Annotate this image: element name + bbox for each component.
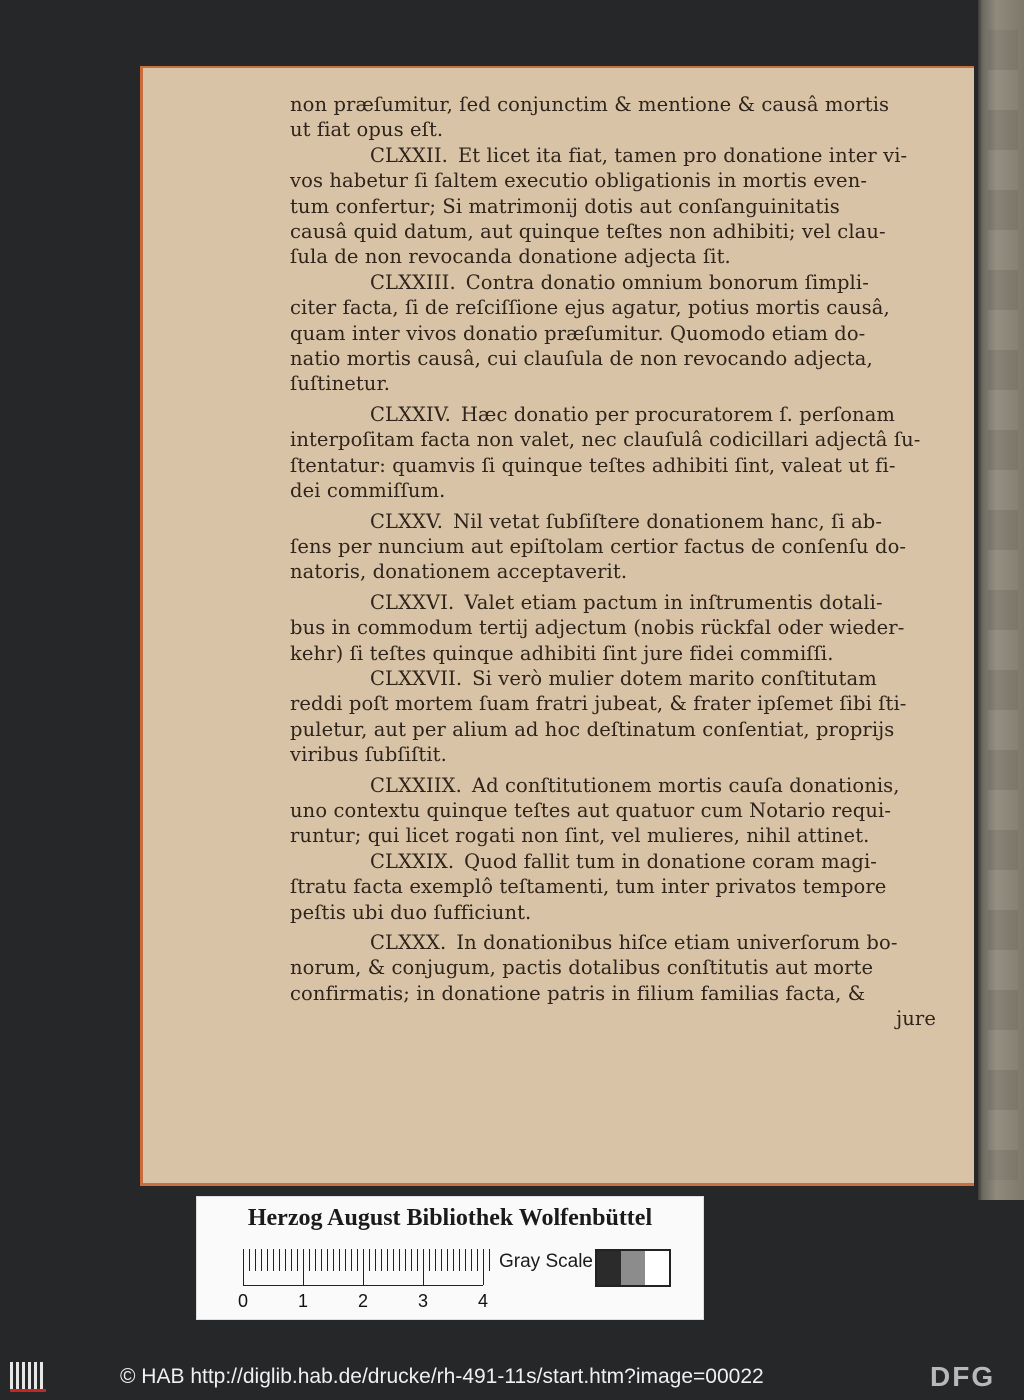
copyright-url: © HAB http://diglib.hab.de/drucke/rh-491-11s/start.htm?image=00022 [120,1365,764,1388]
ruler-ticks [243,1249,493,1285]
line-text: Valet etiam pactum in inſtrumentis dotali- [464,590,883,614]
line-text: In donationibus hiſce etiam univerſorum bo- [456,931,898,954]
line-text: natio mortis causâ, cui clauſula de non revocando adjecta, [290,347,873,371]
text-line [290,168,936,193]
text-line [290,874,936,899]
section-number: CLXXIII. [370,270,456,294]
footer-bar [0,1356,1024,1400]
text-line [290,900,936,925]
text-line [290,321,936,346]
line-text: kehr) ſi teſtes quinque adhibiti ſint jure fidei commiſſi. [290,641,834,665]
line-text: quam inter vivos donatio præſumitur. Quomodo etiam do- [290,321,866,345]
text-line [290,346,936,371]
ruler-number: 4 [478,1291,489,1311]
gray-swatch [645,1251,669,1285]
library-name: Herzog August Bibliothek Wolfenbüttel [247,1205,653,1231]
line-text: ſtratu facta exemplô teſtamenti, tum inter privatos tempore [290,875,887,899]
text-line [290,219,936,244]
ruler-number: 1 [298,1291,309,1311]
text-line [290,981,936,1006]
line-text: Quod fallit tum in donatione coram magi- [464,849,877,873]
section-first-line [290,930,936,955]
line-text: confirmatis; in donatione patris in filium familias facta, & [290,981,866,1005]
line-text: Et licet ita fiat, tamen pro donatione inter vi- [457,143,908,167]
text-line [290,691,936,716]
text-line [290,371,936,396]
line-text: ſens per nuncium aut epiſtolam certior factus de conſenſu do- [290,534,907,558]
line-text: Hæc donatio per procuratorem ſ. perſonam [460,402,896,426]
line-text: uno contextu quinque teſtes aut quatuor cum Notario requi- [290,798,892,822]
section-number: CLXXV. [370,509,444,533]
section-number: CLXXIX. [370,849,455,873]
book-page [140,66,974,1186]
section-number: CLXXVI. [370,590,455,614]
text-line [290,453,936,478]
gray-swatch [621,1251,645,1285]
line-text: dei commiſſum. [290,479,446,503]
line-text: bus in commodum tertij adjectum (nobis rückfal oder wieder- [290,616,905,640]
ruler-number: 2 [358,1291,369,1311]
section-first-line [290,143,936,168]
ruler-number: 0 [238,1291,249,1311]
page-text [290,92,936,1032]
section-first-line [290,666,936,691]
text-line [290,559,936,584]
section-first-line [290,773,936,798]
barcode-icon [10,1362,46,1392]
ruler-number: 3 [418,1291,429,1311]
section-first-line [290,270,936,295]
line-text: citer facta, ſi de reſciſſione ejus agatur, potius mortis causâ, [290,296,890,320]
section-number: CLXXIIX. [370,773,462,797]
line-text: norum, & conjugum, pactis dotalibus conſtitutis aut morte [290,956,874,980]
text-line [290,427,936,452]
text-line [290,295,936,320]
section-number: CLXXII. [370,143,448,167]
text-line [290,244,936,269]
line-text: peſtis ubi duo ſufficiunt. [290,900,532,924]
line-text: non præſumitur, ſed conjunctim & mentione & causâ mortis [290,93,890,116]
section-number: CLXXX. [370,931,447,954]
line-text: Ad conſtitutionem mortis cauſa donationis, [471,773,900,797]
line-text: ut fiat opus eſt. [290,118,444,142]
line-text: Si verò mulier dotem marito conſtitutam [472,666,877,690]
section-number: CLXXIV. [370,402,451,426]
line-text: Contra donatio omnium bonorum ſimpli- [465,270,869,294]
adjacent-page-edge [978,0,1024,1200]
line-text: Nil vetat ſubſiſtere donationem hanc, ſi ab- [453,509,883,533]
section-first-line [290,849,936,874]
text-line [290,798,936,823]
line-text: causâ quid datum, aut quinque teſtes non adhibiti; vel clau- [290,220,886,244]
text-line [290,92,936,117]
text-line [290,742,936,767]
text-line [290,641,936,666]
line-text: runtur; qui licet rogati non ſint, vel mulieres, nihil attinet. [290,824,870,848]
line-text: puletur, aut per alium ad hoc deſtinatum conſentiat, proprijs [290,717,895,741]
gray-scale-swatches [595,1249,671,1287]
text-line [290,717,936,742]
section-first-line [290,590,936,615]
dfg-logo: DFG [930,1361,996,1392]
line-text: natoris, donationem acceptaverit. [290,560,628,584]
text-line [290,823,936,848]
text-line [290,478,936,503]
line-text: viribus ſubſiſtit. [290,743,447,767]
line-text: tum confertur; Si matrimonij dotis aut conſanguinitatis [290,194,840,218]
section-number: CLXXVII. [370,666,463,690]
text-line [290,117,936,142]
line-text: interpoſitam facta non valet, nec clauſulâ codicillari adjectâ ſu- [290,428,921,452]
line-text: ſtentatur: quamvis ſi quinque teſtes adhibiti ſint, valeat ut fi- [290,453,896,477]
gray-swatch [597,1251,621,1285]
line-text: ſuſtinetur. [290,372,391,396]
section-first-line [290,509,936,534]
scale-ruler [238,1249,493,1319]
section-first-line [290,402,936,427]
catchword: jure [896,1007,936,1031]
text-line [290,955,936,980]
text-line [290,615,936,640]
text-line [290,534,936,559]
line-text: ſula de non revocanda donatione adjecta ſit. [290,245,731,269]
line-text: vos habetur ſi ſaltem executio obligationis in mortis even- [290,169,868,193]
line-text: reddi poſt mortem ſuam fratri jubeat, & frater ipſemet ſibi ſti- [290,692,907,716]
gray-scale-label: Gray Scale [499,1251,593,1272]
text-line [290,194,936,219]
library-color-card [196,1196,704,1320]
